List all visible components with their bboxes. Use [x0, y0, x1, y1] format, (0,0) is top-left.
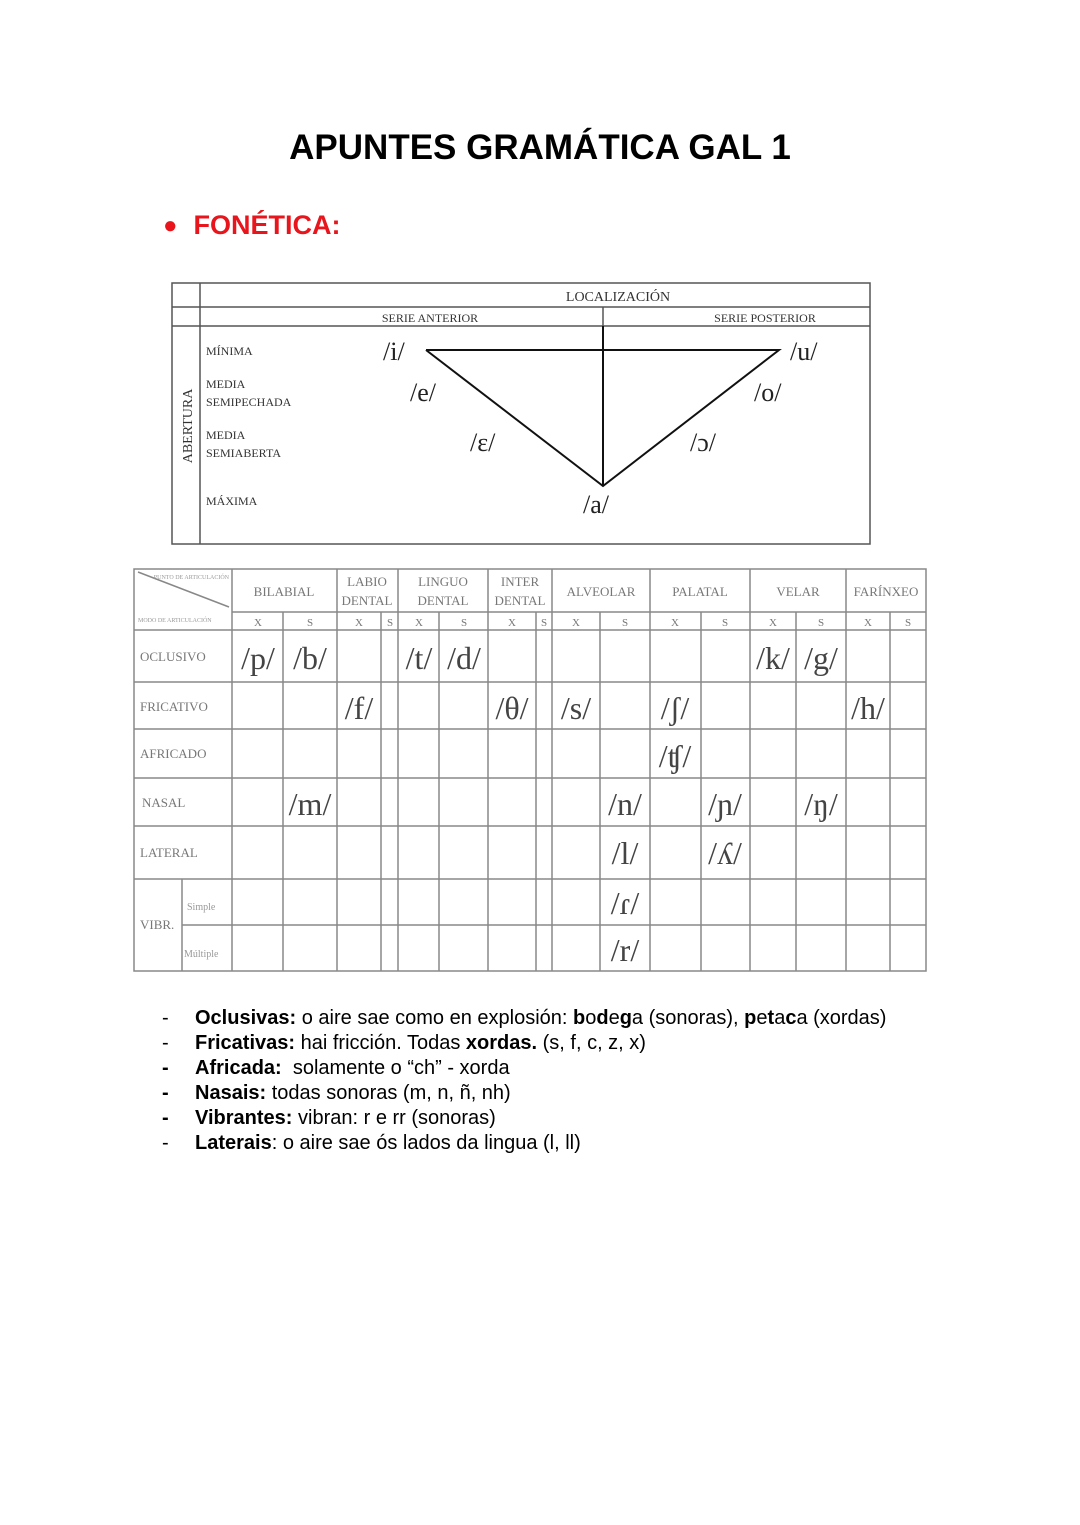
vowel-open-e: /ɛ/: [470, 428, 496, 457]
note-text: o: [585, 1007, 597, 1029]
vowel-open-o: /ɔ/: [690, 428, 716, 457]
note-emphasis: g: [619, 1007, 632, 1029]
phoneme-f: /f/: [344, 690, 374, 726]
phoneme-theta: /θ/: [495, 690, 529, 726]
note-emphasis: p: [744, 1007, 757, 1029]
abertura-axis-label: ABERTURA: [181, 388, 196, 464]
note-text: a (sonoras),: [631, 1007, 745, 1029]
manner-vibr: VIBR.: [140, 917, 175, 932]
phonetics-notes: [162, 1006, 886, 1156]
note-term: Africada:: [195, 1057, 282, 1079]
phoneme-l: /l/: [611, 835, 639, 871]
phoneme-esh: /ʃ/: [660, 690, 690, 726]
note-term: Nasais:: [195, 1082, 267, 1104]
note-text: vibran: r e rr (sonoras): [292, 1107, 496, 1129]
note-text: o aire sae como en explosión:: [296, 1007, 573, 1029]
sub-x: X: [508, 617, 516, 629]
note-term: Fricativas:: [195, 1032, 296, 1054]
list-dash: -: [162, 1057, 169, 1079]
note-nasais: [162, 1081, 886, 1106]
phoneme-d: /d/: [447, 640, 481, 676]
header-inter-dental: DENTAL: [494, 593, 546, 608]
phoneme-m: /m/: [288, 786, 332, 822]
note-text: solamente o “ch” - xorda: [281, 1057, 510, 1079]
note-text: : o aire sae ós lados da lingua (l, ll): [271, 1132, 581, 1154]
header-labio-dental: DENTAL: [341, 593, 393, 608]
list-dash: -: [162, 1007, 169, 1029]
note-laterais: [162, 1131, 886, 1156]
sub-s: S: [621, 617, 629, 629]
header-inter: INTER: [500, 574, 540, 589]
sub-s: S: [386, 617, 394, 629]
list-dash: -: [162, 1032, 169, 1054]
manner-lateral: LATERAL: [140, 845, 198, 860]
row-label-media-1: MEDIA: [206, 377, 246, 391]
note-text: a (xordas): [796, 1007, 887, 1029]
phoneme-h: /h/: [851, 690, 885, 726]
sub-x: X: [572, 617, 580, 629]
note-africada: [162, 1056, 886, 1081]
sub-s: S: [306, 617, 314, 629]
phoneme-r-multiple: /r/: [610, 932, 640, 968]
row-label-maxima: MÁXIMA: [206, 494, 258, 508]
vowel-chart: [170, 281, 872, 546]
phoneme-r-simple: /ɾ/: [610, 885, 640, 921]
sub-x: X: [355, 617, 363, 629]
note-text: hai fricción. Todas: [295, 1032, 466, 1054]
manner-africado: AFRICADO: [140, 746, 207, 761]
consonant-chart: [133, 567, 929, 975]
list-dash: -: [162, 1082, 169, 1104]
header-alveolar: ALVEOLAR: [566, 584, 636, 599]
bullet-icon: ●: [163, 211, 178, 239]
note-term: Laterais: [195, 1132, 272, 1154]
page-title: APUNTES GRAMÁTICA GAL 1: [289, 128, 791, 167]
phoneme-t: /t/: [405, 640, 433, 676]
note-emphasis: t: [767, 1007, 775, 1029]
header-farinxeo: FARÍNXEO: [853, 584, 919, 599]
row-label-semipechada: SEMIPECHADA: [206, 395, 292, 409]
sub-x: X: [864, 617, 872, 629]
sub-s: S: [817, 617, 825, 629]
row-label-media-2: MEDIA: [206, 428, 246, 442]
vowel-a: /a/: [583, 490, 609, 519]
phoneme-ch: /ʧ/: [658, 738, 692, 774]
note-emphasis: xordas.: [465, 1032, 538, 1054]
phoneme-nh: /ɲ/: [708, 786, 742, 822]
note-text: a: [774, 1007, 786, 1029]
vibr-multiple: Múltiple: [184, 949, 219, 960]
sub-s: S: [540, 617, 548, 629]
header-linguo-dental: DENTAL: [417, 593, 469, 608]
manner-oclusivo: OCLUSIVO: [140, 649, 206, 664]
note-term: Oclusivas:: [195, 1007, 297, 1029]
note-vibrantes: [162, 1106, 886, 1131]
row-label-minima: MÍNIMA: [206, 344, 253, 358]
note-text: e: [608, 1007, 620, 1029]
phoneme-s: /s/: [560, 690, 592, 726]
phoneme-eng: /ŋ/: [804, 786, 838, 822]
note-fricativas: [162, 1031, 886, 1056]
section-title: FONÉTICA:: [193, 210, 341, 240]
phoneme-g: /g/: [804, 640, 838, 676]
note-emphasis: d: [596, 1007, 609, 1029]
vibr-simple: Simple: [187, 902, 216, 913]
note-emphasis: b: [573, 1007, 586, 1029]
corner-modo-articulacion: MODO DE ARTICULACIÓN: [138, 618, 212, 624]
manner-nasal: NASAL: [142, 795, 186, 810]
list-dash: -: [162, 1107, 169, 1129]
header-linguo: LINGUO: [418, 574, 468, 589]
sub-x: X: [769, 617, 777, 629]
header-velar: VELAR: [776, 584, 820, 599]
phoneme-k: /k/: [756, 640, 790, 676]
note-emphasis: c: [785, 1007, 797, 1029]
vowel-u: /u/: [790, 337, 818, 366]
manner-fricativo: FRICATIVO: [140, 699, 208, 714]
serie-anterior-label: SERIE ANTERIOR: [381, 311, 479, 325]
phoneme-n: /n/: [608, 786, 642, 822]
header-bilabial: BILABIAL: [253, 584, 315, 599]
list-dash: -: [162, 1132, 169, 1154]
sub-s: S: [904, 617, 912, 629]
row-label-semiaberta: SEMIABERTA: [206, 446, 281, 460]
note-term: Vibrantes:: [195, 1107, 293, 1129]
localizacion-header: LOCALIZACIÓN: [565, 290, 671, 305]
phoneme-b: /b/: [293, 640, 327, 676]
sub-s: S: [721, 617, 729, 629]
note-oclusivas: [162, 1006, 886, 1031]
note-text: todas sonoras (m, n, ñ, nh): [266, 1082, 511, 1104]
serie-posterior-label: SERIE POSTERIOR: [714, 311, 816, 325]
vowel-i: /i/: [383, 337, 405, 366]
vowel-o: /o/: [754, 378, 782, 407]
section-heading: [163, 210, 340, 241]
corner-punto-articulacion: PUNTO DE ARTICULACIÓN: [153, 575, 229, 581]
phoneme-p: /p/: [241, 640, 275, 676]
sub-x: X: [254, 617, 262, 629]
phoneme-ll: /ʎ/: [708, 835, 742, 871]
vowel-e: /e/: [410, 378, 436, 407]
sub-x: X: [415, 617, 423, 629]
sub-x: X: [671, 617, 679, 629]
note-text: (s, f, c, z, x): [537, 1032, 646, 1054]
header-palatal: PALATAL: [672, 584, 728, 599]
sub-s: S: [460, 617, 468, 629]
note-text: e: [756, 1007, 768, 1029]
header-labio: LABIO: [347, 574, 387, 589]
